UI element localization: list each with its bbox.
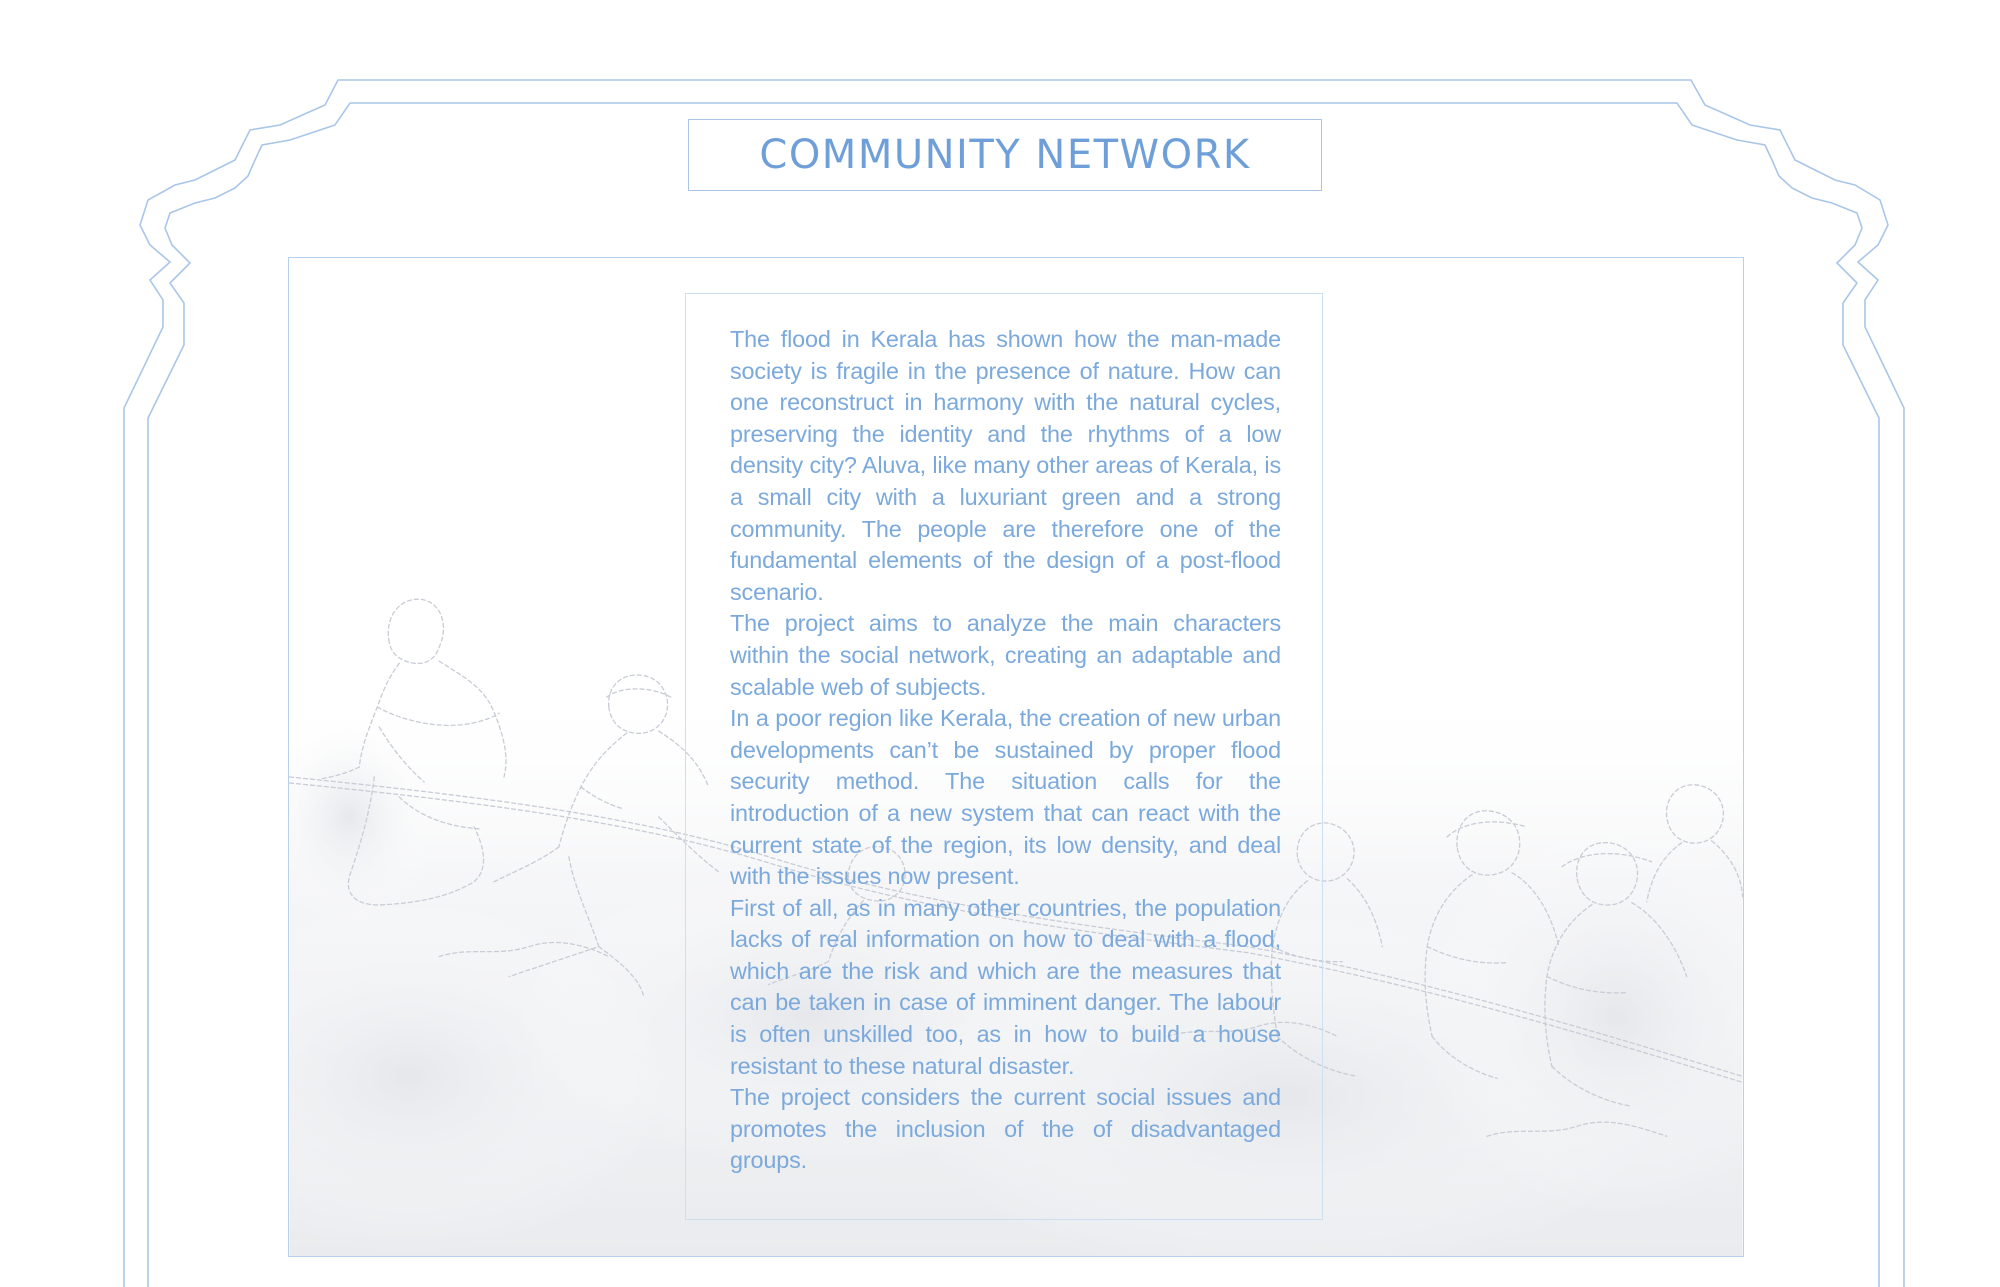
text-box	[685, 293, 1323, 1220]
page-title: COMMUNITY NETWORK	[759, 132, 1251, 178]
title-box	[688, 119, 1322, 191]
paragraph-3: In a poor region like Kerala, the creation of new urban developments can’t be sustained by proper flood security method. The situation calls for the introduction of a new system that can react with the current state of the region, its low density, and deal with the issues now present.	[730, 705, 1281, 890]
body-text	[730, 324, 1281, 1177]
paragraph-4: First of all, as in many other countries, the population lacks of real information on how to deal with a flood, which are the risk and which are the measures that can be taken in case of imminent danger. The labour is often unskilled too, as in how to build a house resistant to these natural disaster.	[730, 894, 1281, 1079]
paragraph-5: The project considers the current social issues and promotes the inclusion of the of disadvantaged groups.	[730, 1084, 1281, 1174]
paragraph-2: The project aims to analyze the main characters within the social network, creating an adaptable and scalable web of subjects.	[730, 610, 1281, 700]
paragraph-1: The flood in Kerala has shown how the man-made society is fragile in the presence of nature. How can one reconstruct in harmony with the natural cycles, preserving the identity and the rhythms of a low density city? Aluva, like many other areas of Kerala, is a small city with a luxuriant green and a strong community. The people are therefore one of the fundamental elements of the design of a post-flood scenario.	[730, 326, 1281, 605]
